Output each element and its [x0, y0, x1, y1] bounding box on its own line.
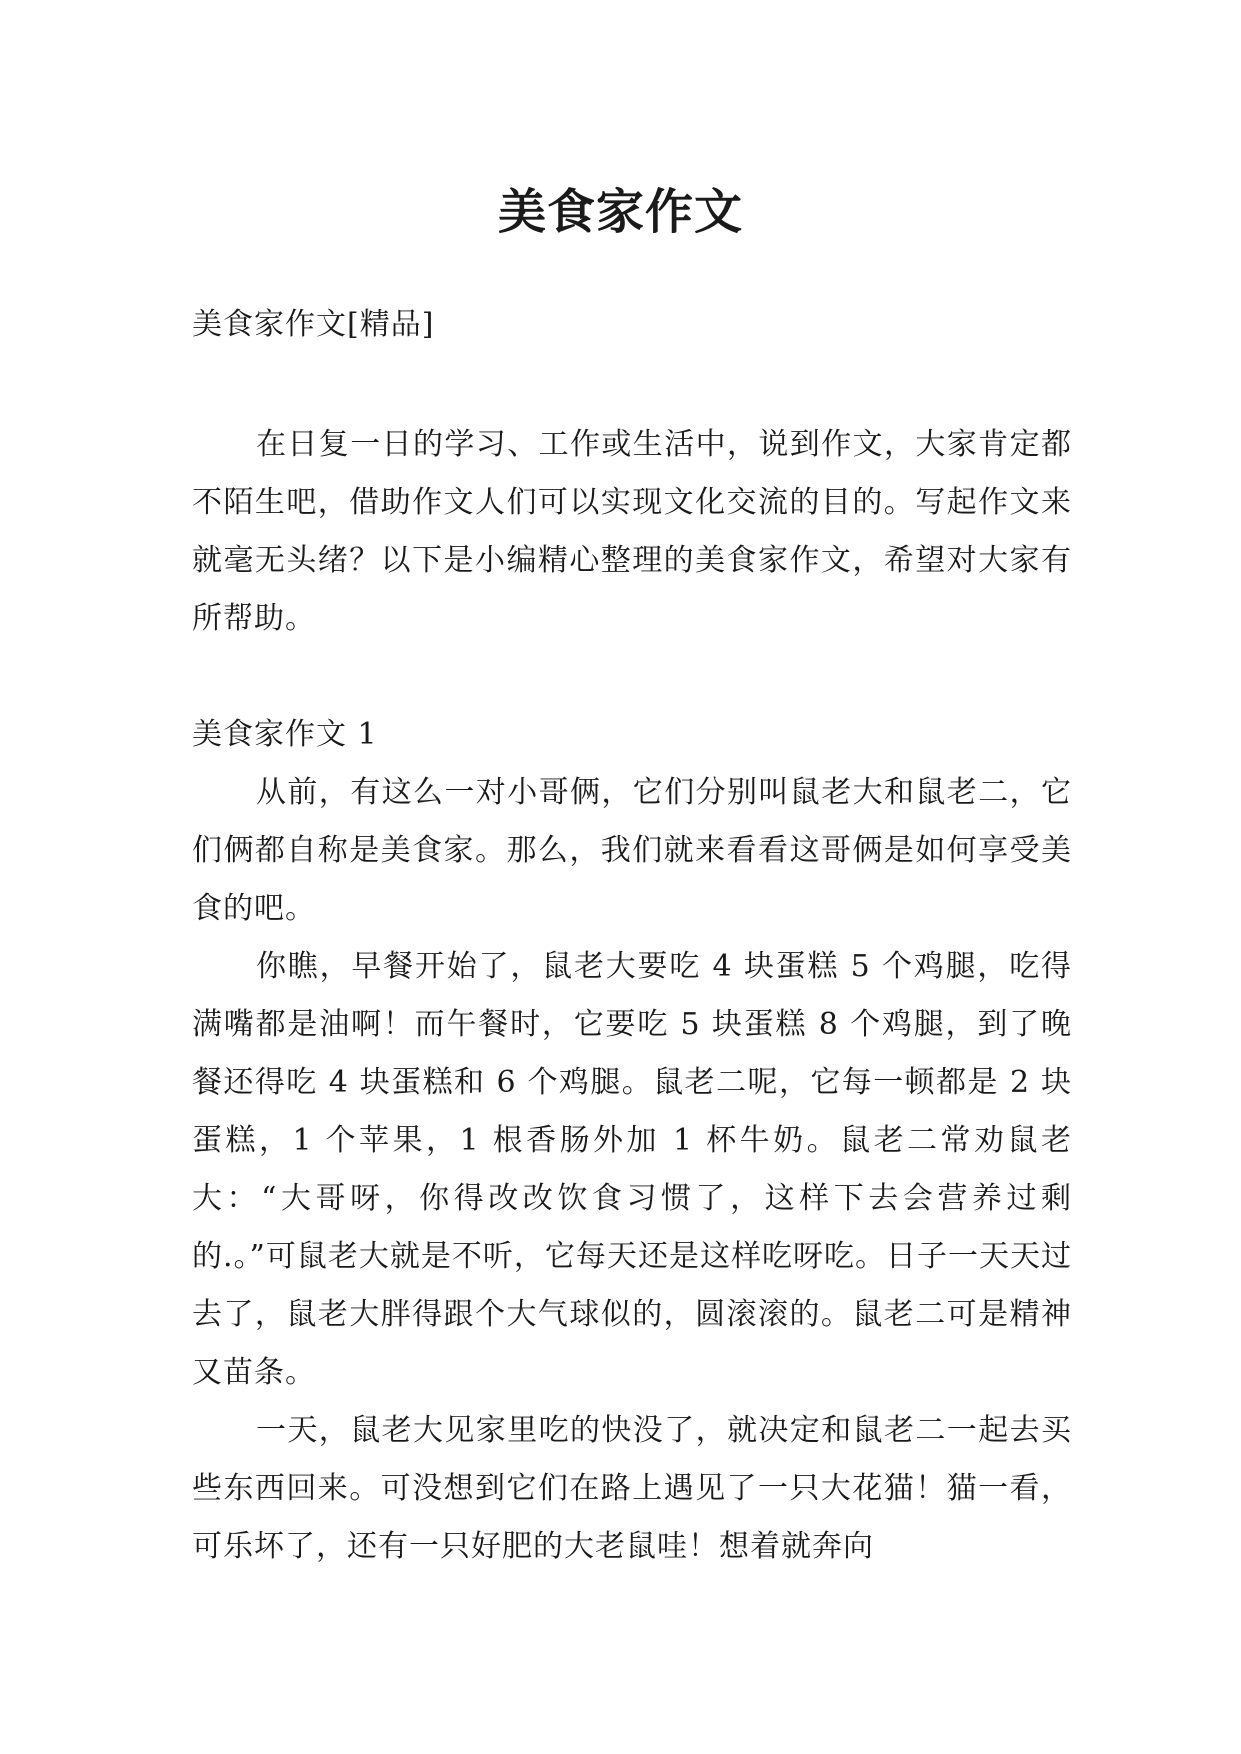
body-paragraph: 你瞧，早餐开始了，鼠老大要吃 4 块蛋糕 5 个鸡腿，吃得满嘴都是油啊！而午餐时，它要吃 5 块蛋糕 8 个鸡腿，到了晚餐还得吃 4 块蛋糕和 6 个鸡腿。鼠老二呢，它每一顿都是 2 块蛋糕，1 个苹果，1 根香肠外加 1 杯牛奶。鼠老二常劝鼠老大：“大哥呀，你得改改饮食习惯了，这样下去会营养过剩的.。”可鼠老大就是不听，它每天还是这样吃呀吃。日子一天天过去了，鼠老大胖得跟个大气球似的，圆滚滚的。鼠老二可是精神又苗条。 — [192, 949, 1072, 1390]
body-paragraph: 一天，鼠老大见家里吃的快没了，就决定和鼠老二一起去买些东西回来。可没想到它们在路上遇见了一只大花猫！猫一看，可乐坏了，还有一只好肥的大老鼠哇！想着就奔向 — [192, 1413, 1072, 1564]
document-body — [192, 296, 1072, 1576]
intro-paragraph: 在日复一日的学习、工作或生活中，说到作文，大家肯定都不陌生吧，借助作文人们可以实现文化交流的目的。写起作文来就毫无头绪？以下是小编精心整理的美食家作文，希望对大家有所帮助。 — [192, 427, 1072, 636]
body-paragraph: 从前，有这么一对小哥俩，它们分别叫鼠老大和鼠老二，它们俩都自称是美食家。那么，我们就来看看这哥俩是如何享受美食的吧。 — [192, 775, 1072, 926]
section-heading: 美食家作文 1 — [192, 717, 378, 752]
document-title: 美食家作文 — [497, 184, 743, 241]
spacer — [192, 354, 1072, 416]
document-subtitle: 美食家作文[精品] — [192, 307, 435, 342]
spacer — [192, 648, 1072, 706]
